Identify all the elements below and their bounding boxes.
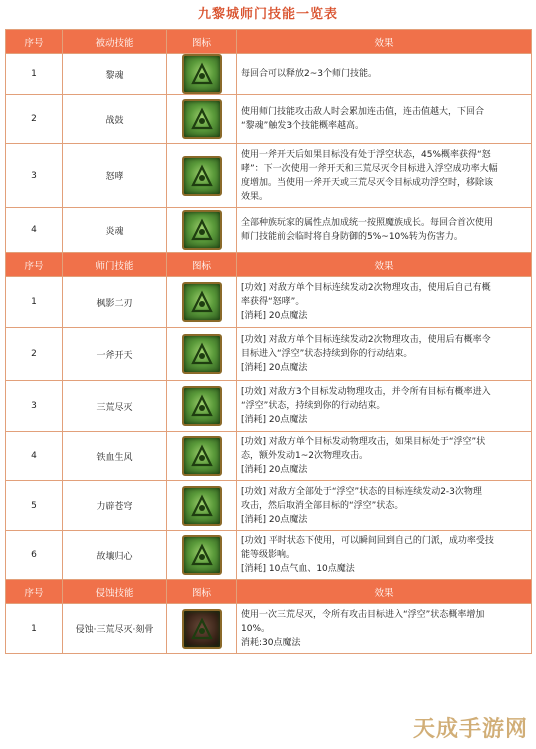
skill-effect: [237, 54, 532, 95]
table-row: [6, 54, 532, 95]
skill-effect: [237, 144, 532, 208]
effect-line: [功效] 对敌方单个目标连续发动2次物理攻击，使用后有概率令: [241, 335, 491, 345]
skill-effect: [237, 208, 532, 253]
skill-effect: [237, 95, 532, 144]
row-number: 2: [6, 328, 63, 381]
effect-line: [消耗] 20点魔法: [241, 465, 308, 475]
effect-line: 每回合可以释放2~3个师门技能。: [241, 69, 377, 79]
row-number: 1: [6, 54, 63, 95]
skill-name: 炎魂: [63, 208, 167, 253]
roar-icon: [182, 156, 222, 196]
row-number: 1: [6, 277, 63, 328]
table-row: [6, 432, 532, 481]
page-title: 九黎城师门技能一览表: [197, 7, 338, 22]
column-header: 侵蚀技能: [63, 580, 167, 604]
table-row: [6, 95, 532, 144]
skill-name: 三荒尽灭: [63, 381, 167, 432]
column-header: 效果: [237, 253, 532, 277]
section-header-row: [6, 580, 532, 604]
row-number: 4: [6, 432, 63, 481]
row-number: 5: [6, 481, 63, 531]
skill-icon-cell: [167, 432, 237, 481]
skill-table: [5, 29, 532, 654]
row-number: 2: [6, 95, 63, 144]
section-header-row: [6, 253, 532, 277]
skill-icon-cell: [167, 531, 237, 580]
column-header: 效果: [237, 30, 532, 54]
effect-line: 使用一斧开天后如果目标没有处于浮空状态，45%概率获得“怒: [241, 149, 491, 160]
axe-icon: [182, 334, 222, 374]
skill-name: 一斧开天: [63, 328, 167, 381]
table-row: [6, 328, 532, 381]
row-number: 6: [6, 531, 63, 580]
column-header: 图标: [167, 30, 237, 54]
rune-skull-icon: [182, 54, 222, 94]
effect-line: 能等级影响。: [241, 550, 296, 560]
skill-effect: [237, 328, 532, 381]
skill-icon-cell: [167, 208, 237, 253]
drum-icon: [182, 99, 222, 139]
skill-name: 怒哮: [63, 144, 167, 208]
column-header: 图标: [167, 253, 237, 277]
skill-name: 枫影二刃: [63, 277, 167, 328]
row-number: 1: [6, 604, 63, 654]
flame-soul-icon: [182, 210, 222, 250]
effect-line: [功效] 平时状态下使用，可以瞬间回到自己的门派，成功率受技: [241, 536, 494, 546]
skill-effect: [237, 432, 532, 481]
skill-effect: [237, 381, 532, 432]
triple-slash-icon: [182, 386, 222, 426]
column-header: 图标: [167, 580, 237, 604]
effect-line: 度增加。当使用一斧开天或三荒尽灭令目标成功浮空时，移除该: [241, 177, 494, 188]
column-header: 被动技能: [63, 30, 167, 54]
watermark-logo: 天成手游网: [412, 717, 528, 742]
skill-effect: [237, 481, 532, 531]
skill-effect: [237, 604, 532, 654]
skill-icon-cell: [167, 277, 237, 328]
effect-line: 态，额外发动1~2次物理攻击。: [241, 451, 368, 461]
skill-effect: [237, 531, 532, 580]
table-row: [6, 481, 532, 531]
effect-line: [消耗] 20点魔法: [241, 415, 308, 425]
row-number: 4: [6, 208, 63, 253]
table-row: [6, 277, 532, 328]
section-header-row: [6, 30, 532, 54]
effect-line: 10%。: [241, 623, 271, 634]
effect-line: [功效] 对敌方3个目标发动物理攻击，并令所有目标有概率进入: [241, 387, 491, 397]
effect-line: 师门技能前会临时将自身防御的5%~10%转为伤害力。: [241, 232, 463, 242]
table-row: [6, 208, 532, 253]
wind-icon: [182, 436, 222, 476]
skill-icon-cell: [167, 328, 237, 381]
sky-split-icon: [182, 486, 222, 526]
column-header: 师门技能: [63, 253, 167, 277]
table-row: [6, 604, 532, 654]
skill-effect: [237, 277, 532, 328]
skill-icon-cell: [167, 95, 237, 144]
effect-line: 目标进入“浮空”状态持续到你的行动结束。: [241, 349, 413, 359]
effect-line: 攻击，然后取消全部目标的“浮空”状态。: [241, 500, 404, 511]
column-header: 序号: [6, 580, 63, 604]
effect-line: [功效] 对敌方全部处于“浮空”状态的目标连续发动2-3次物理: [241, 486, 482, 497]
effect-line: 哮”：下一次使用一斧开天和三荒尽灭令目标进入浮空成功率大幅: [241, 163, 498, 174]
effect-line: 消耗:30点魔法: [241, 637, 301, 648]
effect-line: [消耗] 20点魔法: [241, 311, 308, 321]
effect-line: [消耗] 10点气血、10点魔法: [241, 564, 355, 574]
skill-name: 力辟苍穹: [63, 481, 167, 531]
skill-name: 黎魂: [63, 54, 167, 95]
effect-line: [功效] 对敌方单个目标发动物理攻击，如果目标处于“浮空”状: [241, 437, 486, 447]
effect-line: [消耗] 20点魔法: [241, 363, 308, 373]
erosion-icon: [182, 609, 222, 649]
effect-line: 使用师门技能攻击敌人时会累加连击值，连击值越大，下回合: [241, 107, 485, 117]
skill-name: 战鼓: [63, 95, 167, 144]
row-number: 3: [6, 144, 63, 208]
effect-line: [消耗] 20点魔法: [241, 514, 308, 525]
skill-name: 故壤归心: [63, 531, 167, 580]
twin-blade-icon: [182, 282, 222, 322]
column-header: 序号: [6, 253, 63, 277]
skill-name: 铁血生风: [63, 432, 167, 481]
skill-icon-cell: [167, 381, 237, 432]
table-row: [6, 531, 532, 580]
skill-icon-cell: [167, 54, 237, 95]
row-number: 3: [6, 381, 63, 432]
effect-line: 全部种族玩家的属性点加成统一按照魔族成长。每回合首次使用: [241, 218, 494, 228]
column-header: 序号: [6, 30, 63, 54]
table-row: [6, 381, 532, 432]
skill-name: 侵蚀·三荒尽灭·刻骨: [63, 604, 167, 654]
return-icon: [182, 535, 222, 575]
effect-line: 率获得“怒哮”。: [241, 297, 305, 307]
table-row: [6, 144, 532, 208]
effect-line: 效果。: [241, 191, 269, 202]
effect-line: “浮空”状态，持续到你的行动结束。: [241, 401, 386, 411]
effect-line: 使用一次三荒尽灭，令所有攻击目标进入“浮空”状态概率增加: [241, 609, 485, 620]
skill-icon-cell: [167, 144, 237, 208]
column-header: 效果: [237, 580, 532, 604]
skill-icon-cell: [167, 604, 237, 654]
effect-line: “黎魂”触发3个技能概率越高。: [241, 121, 365, 131]
effect-line: [功效] 对敌方单个目标连续发动2次物理攻击，使用后自己有概: [241, 283, 491, 293]
skill-icon-cell: [167, 481, 237, 531]
